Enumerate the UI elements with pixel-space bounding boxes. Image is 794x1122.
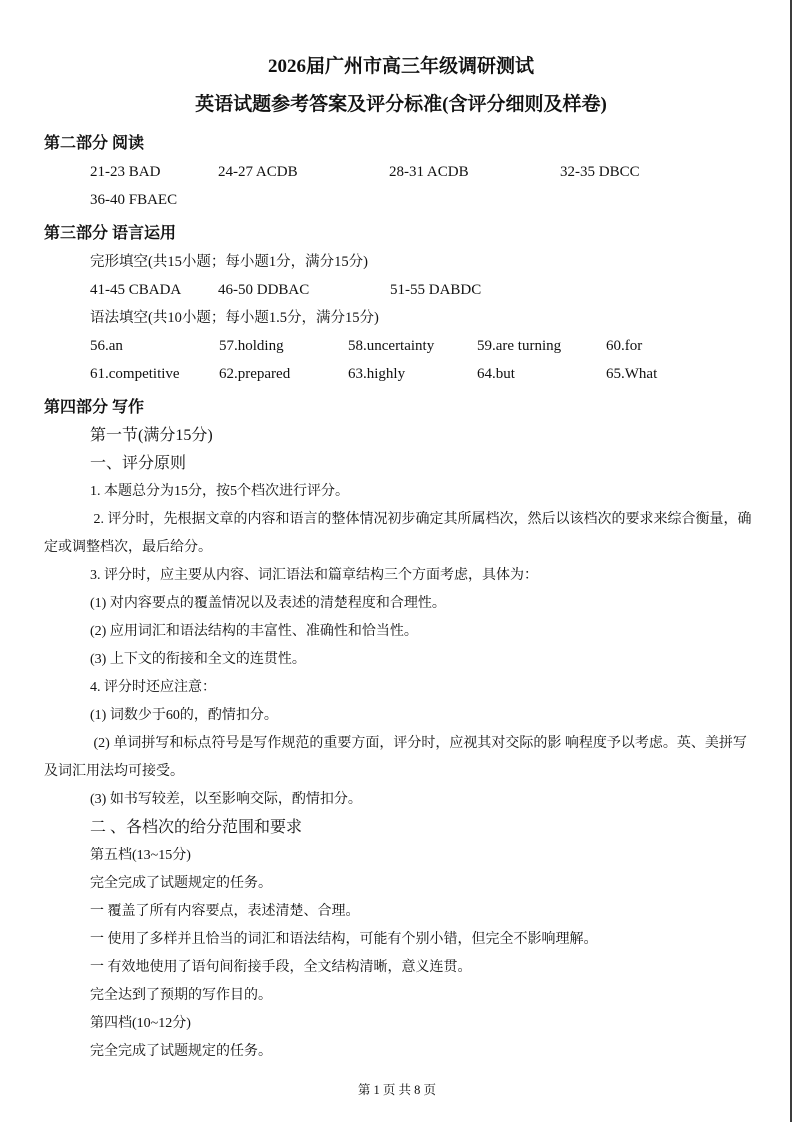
- answer-cell: 46-50 DDBAC: [218, 282, 310, 298]
- principle-paragraph: 1. 本题总分为15分，按5个档次进行评分。: [90, 484, 349, 499]
- principle-paragraph: 2. 评分时，先根据文章的内容和语言的整体情况初步确定其所属档次，然后以该档次的要求来综合衡量，确定或调整档次，最后给分。: [44, 512, 752, 555]
- exam-subtitle: 英语试题参考答案及评分标准(含评分细则及样卷): [195, 94, 607, 115]
- principle-paragraph: (3) 上下文的衔接和全文的连贯性。: [90, 652, 306, 667]
- band5-line: 完全完成了试题规定的任务。: [90, 876, 272, 891]
- footer-page-number: 第 1 页 共 8 页: [357, 1083, 437, 1097]
- principle-paragraph: 4. 评分时还应注意：: [90, 680, 216, 695]
- principle-paragraph: (2) 单词拼写和标点符号是写作规范的重要方面，评分时，应视其对交际的影 响程度予以考虑。英、美拼写及词汇用法均可接受。: [44, 736, 747, 779]
- answer-cell: 59.are turning: [477, 338, 562, 354]
- band5-line: 一 使用了多样并且恰当的词汇和语法结构，可能有个别小错，但完全不影响理解。: [90, 932, 598, 947]
- section-part3: [44, 220, 758, 388]
- answer-cell: 51-55 DABDC: [390, 282, 482, 298]
- band5-line: 一 覆盖了所有内容要点，表述清楚、合理。: [90, 904, 360, 919]
- answer-cell: 62.prepared: [219, 366, 291, 382]
- answer-cell: 24-27 ACDB: [218, 164, 298, 180]
- answer-cell: 21-23 BAD: [90, 164, 161, 180]
- part3-heading: 第三部分 语言运用: [44, 225, 177, 242]
- part2-heading: 第二部分 阅读: [44, 135, 145, 152]
- answer-cell: 32-35 DBCC: [560, 164, 640, 180]
- principles-heading: 一、评分原则: [90, 455, 187, 472]
- section1-title: 第一节(满分15分): [90, 427, 213, 444]
- grammar-answers-row-2: [90, 360, 758, 388]
- grammar-title: 语法填空(共10小题；每小题1.5分，满分15分): [90, 310, 379, 326]
- principle-paragraph: 3. 评分时，应主要从内容、词汇语法和篇章结构三个方面考虑，具体为：: [90, 568, 538, 583]
- answer-cell: 57.holding: [219, 338, 284, 354]
- answer-cell: 58.uncertainty: [348, 338, 435, 354]
- answer-cell: 65.What: [606, 366, 658, 382]
- answer-cell: 36-40 FBAEC: [90, 192, 178, 208]
- scan-edge-line: [790, 0, 792, 1122]
- band5-label: 第五档(13~15分): [90, 848, 191, 863]
- principle-paragraph: (2) 应用词汇和语法结构的丰富性、准确性和恰当性。: [90, 624, 418, 639]
- section-part2: [44, 130, 758, 214]
- reading-answers-row-1: [90, 158, 758, 186]
- answer-cell: 41-45 CBADA: [90, 282, 182, 298]
- principle-paragraph: (1) 词数少于60的，酌情扣分。: [90, 708, 278, 723]
- section-part4: [44, 394, 758, 1066]
- principle-paragraph: (3) 如书写较差，以至影响交际，酌情扣分。: [90, 792, 362, 807]
- answer-cell: 28-31 ACDB: [389, 164, 469, 180]
- part4-heading: 第四部分 写作: [44, 399, 145, 416]
- band4-line: 完全完成了试题规定的任务。: [90, 1044, 272, 1059]
- principle-paragraph: (1) 对内容要点的覆盖情况以及表述的清楚程度和合理性。: [90, 596, 446, 611]
- grammar-answers-row-1: [90, 332, 758, 360]
- answer-cell: 61.competitive: [90, 366, 180, 382]
- reading-answers-row-2: [90, 186, 758, 214]
- band4-label: 第四档(10~12分): [90, 1016, 191, 1031]
- answer-cell: 64.but: [477, 366, 515, 382]
- exam-title: 2026届广州市高三年级调研测试: [267, 56, 534, 77]
- cloze-answers-row: [90, 276, 758, 304]
- answer-cell: 63.highly: [348, 366, 406, 382]
- bands-heading: 二 、各档次的给分范围和要求: [90, 819, 303, 836]
- answer-cell: 60.for: [606, 338, 643, 354]
- cloze-title: 完形填空(共15小题；每小题1分，满分15分): [90, 254, 368, 270]
- band5-line: 一 有效地使用了语句间衔接手段，全文结构清晰，意义连贯。: [90, 960, 472, 975]
- answer-cell: 56.an: [90, 338, 123, 354]
- band5-line: 完全达到了预期的写作目的。: [90, 988, 272, 1003]
